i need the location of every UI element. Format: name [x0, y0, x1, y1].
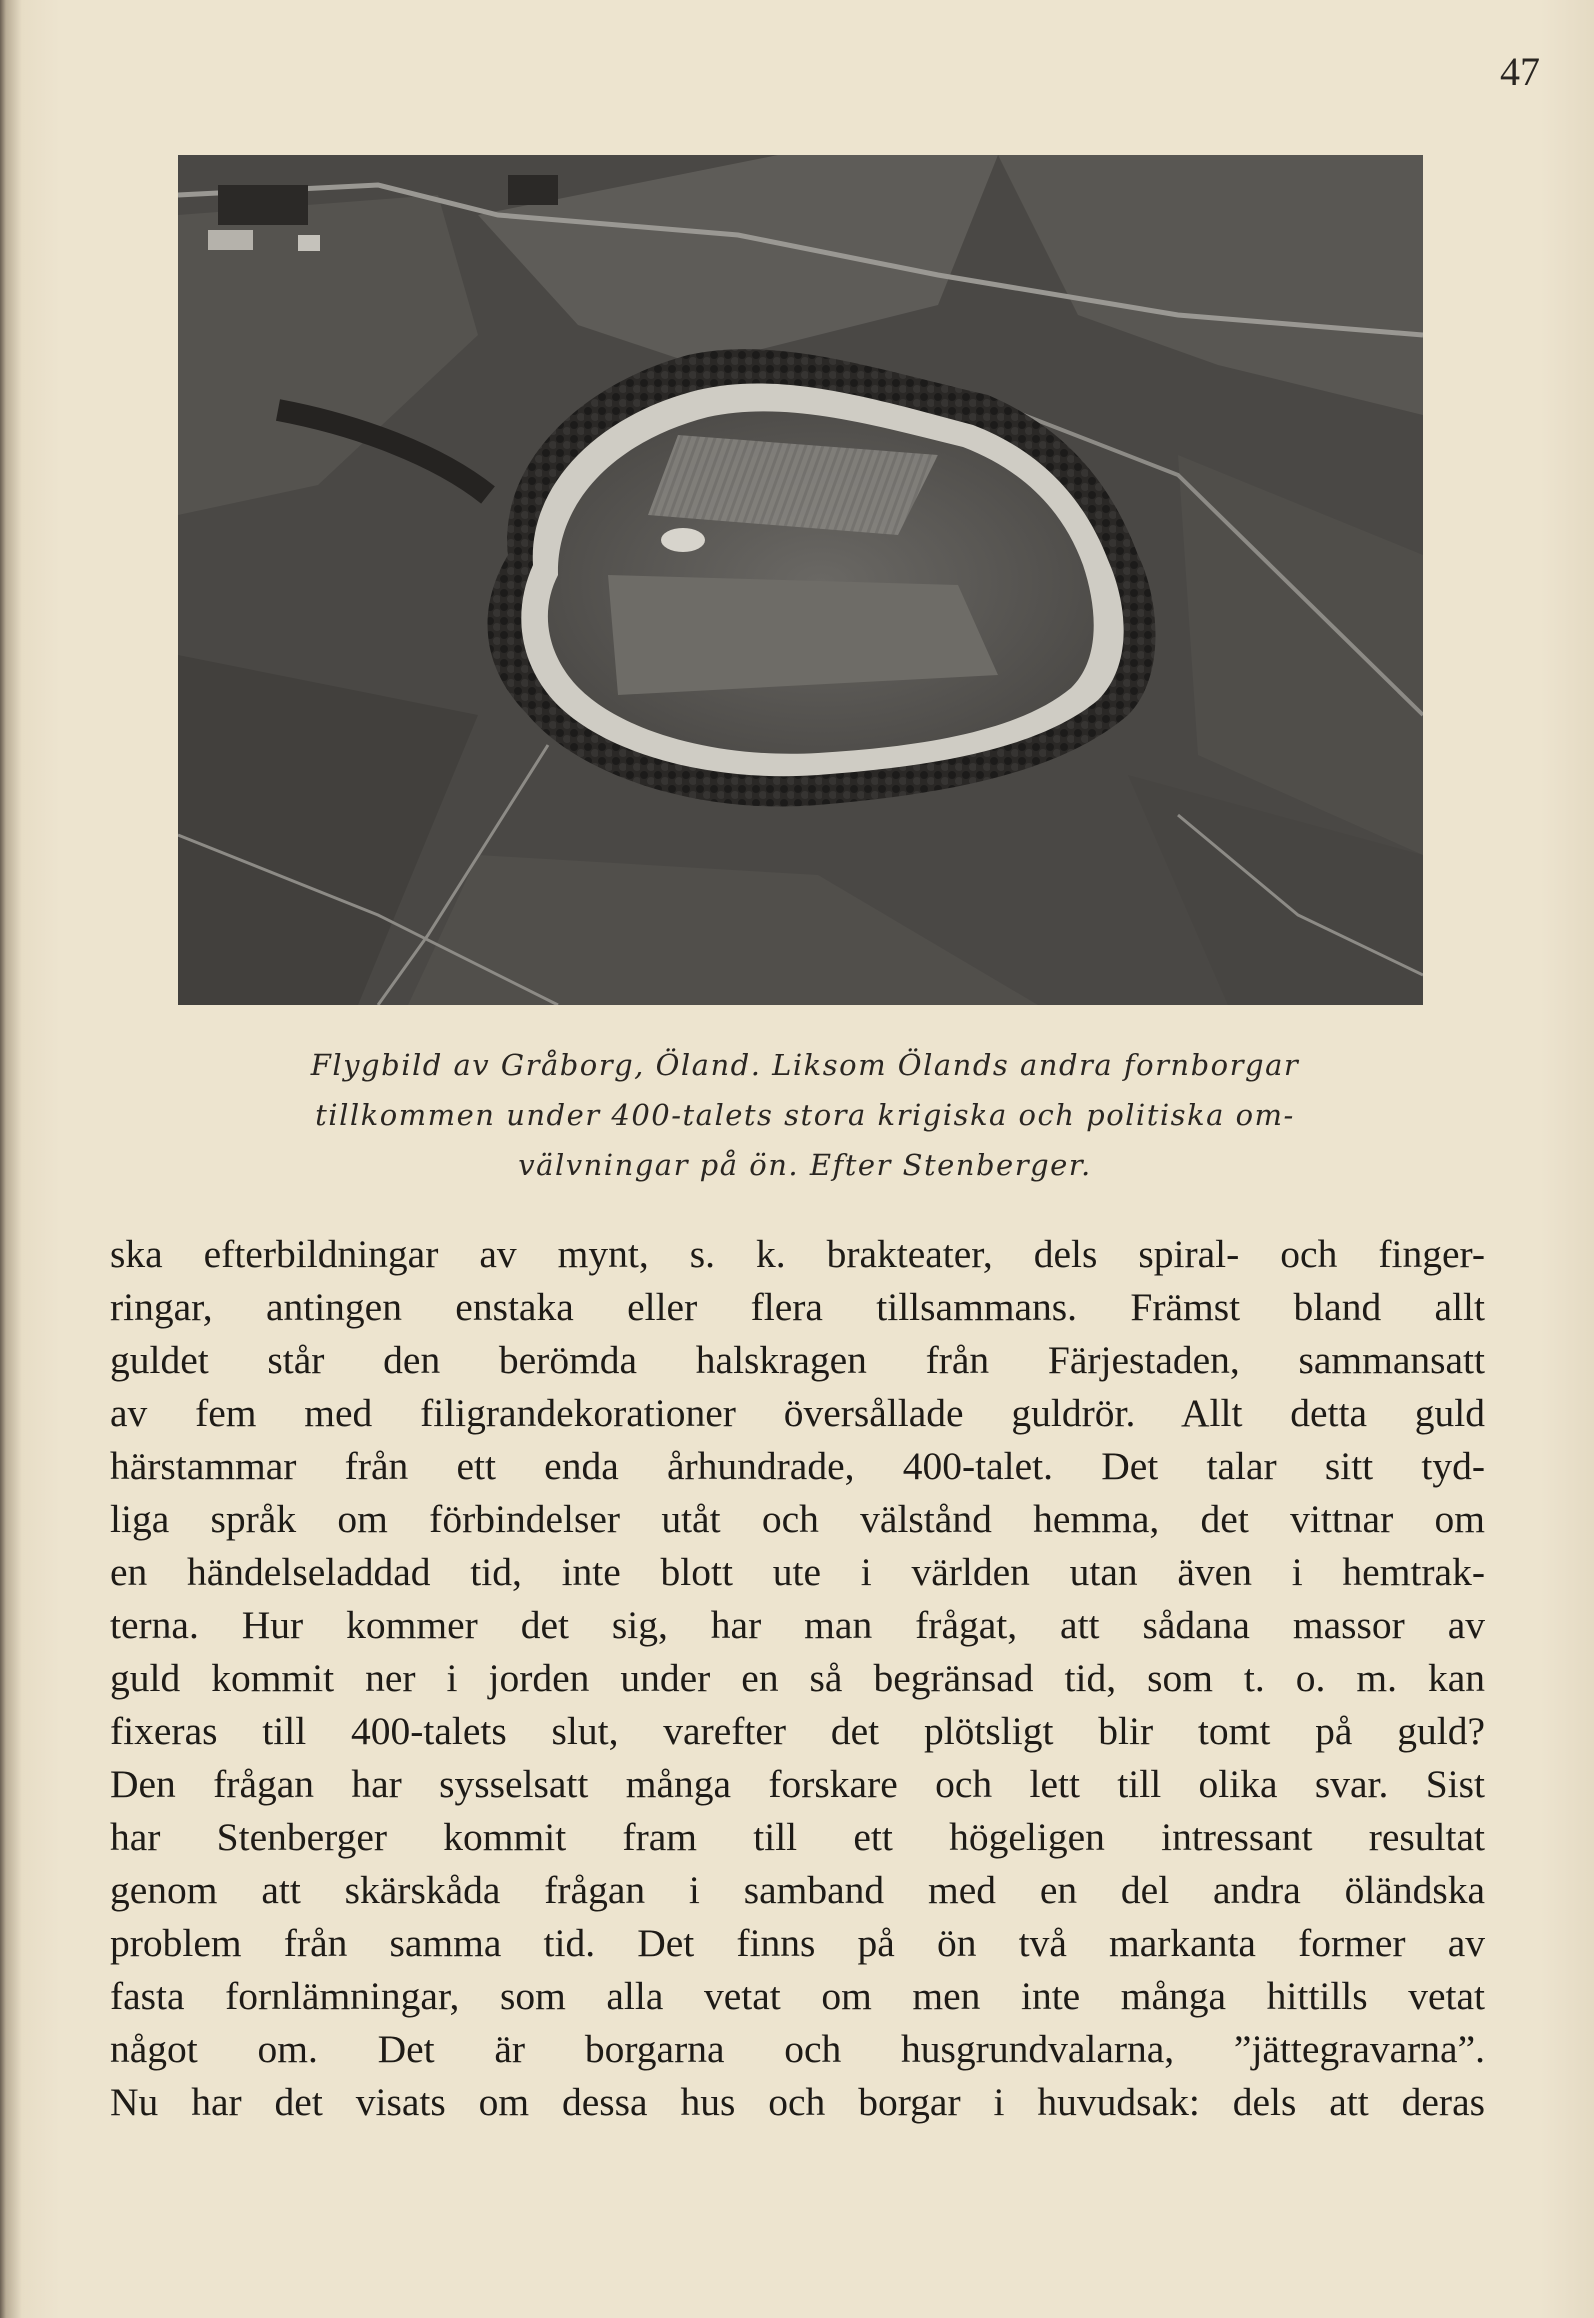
text-line: fasta fornlämningar, som alla vetat om men inte många hittills vetat [110, 1974, 1485, 2018]
text-line: guld kommit ner i jorden under en så begränsad tid, som t. o. m. kan [110, 1656, 1485, 1700]
page-number: 47 [1500, 49, 1540, 94]
text-line: av fem med filigrandekorationer översållade guldrör. Allt detta guld [110, 1391, 1485, 1435]
text-line: något om. Det är borgarna och husgrundvalarna, ”jättegravarna”. [110, 2027, 1485, 2071]
text-line: ringar, antingen enstaka eller flera tillsammans. Främst bland allt [110, 1285, 1485, 1329]
caption-line: välvningar på ön. Efter Stenberger. [518, 1148, 1092, 1182]
text-line: problem från samma tid. Det finns på ön två markanta former av [110, 1921, 1485, 1965]
figure-caption [190, 1040, 1420, 1190]
text-line: en händelseladdad tid, inte blott ute i världen utan även i hemtrak- [110, 1550, 1485, 1594]
caption-line: Flygbild av Gråborg, Öland. Liksom Ölands andra fornborgar [310, 1048, 1300, 1082]
text-line: Den frågan har sysselsatt många forskare och lett till olika svar. Sist [110, 1762, 1485, 1806]
text-line: terna. Hur kommer det sig, har man frågat, att sådana massor av [110, 1603, 1485, 1647]
aerial-photo-graphic [178, 155, 1423, 1005]
text-line: har Stenberger kommit fram till ett högeligen intressant resultat [110, 1815, 1485, 1859]
text-line: guldet står den berömda halskragen från Färjestaden, sammansatt [110, 1338, 1485, 1382]
aerial-photo-graborg [178, 155, 1423, 1005]
text-line: genom att skärskåda frågan i samband med en del andra öländska [110, 1868, 1485, 1912]
caption-line: tillkommen under 400-talets stora krigiska och politiska om- [315, 1098, 1295, 1132]
text-line: ska efterbildningar av mynt, s. k. brakteater, dels spiral- och finger- [110, 1232, 1485, 1276]
body-text [110, 1228, 1485, 2129]
text-line: härstammar från ett enda århundrade, 400-talet. Det talar sitt tyd- [110, 1444, 1485, 1488]
text-line: liga språk om förbindelser utåt och välstånd hemma, det vittnar om [110, 1497, 1485, 1541]
text-line: Nu har det visats om dessa hus och borgar i huvudsak: dels att deras [110, 2080, 1485, 2124]
text-line: fixeras till 400-talets slut, varefter det plötsligt blir tomt på guld? [110, 1709, 1485, 1753]
